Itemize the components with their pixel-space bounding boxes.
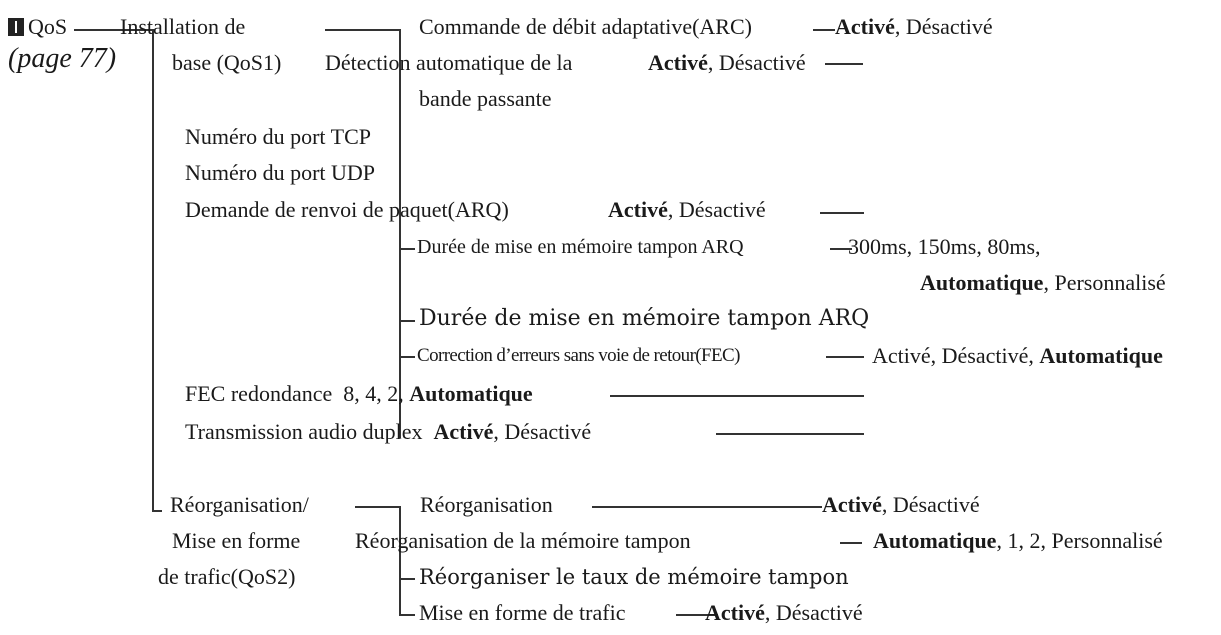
bandwidth-values <box>648 50 806 76</box>
reorg-label: Réorganisation <box>420 492 553 517</box>
arq-buffer-label: Durée de mise en mémoire tampon ARQ <box>417 236 744 258</box>
connector <box>399 356 415 358</box>
arc-label: Commande de débit adaptative(ARC) <box>419 14 752 39</box>
connector <box>592 506 822 508</box>
fec-auto: Automatique <box>1039 343 1163 368</box>
bandwidth-on: Activé <box>648 50 708 75</box>
fec-on: Activé <box>872 343 931 368</box>
connector <box>152 30 154 512</box>
connector <box>825 63 863 65</box>
connector <box>355 506 400 508</box>
qos2-label-line1: Réorganisation/ <box>170 492 309 517</box>
udp-port-label: Numéro du port UDP <box>185 160 376 185</box>
qos2-label-line3: de trafic(QoS2) <box>158 564 296 589</box>
connector <box>820 212 864 214</box>
connector <box>399 506 401 614</box>
arq-buffer-auto: Automatique <box>920 270 1044 295</box>
connector <box>399 578 415 580</box>
separator: , <box>493 419 505 444</box>
arq-buffer-label-2: Durée de mise en mémoire tampon ARQ <box>419 306 870 331</box>
arq-values <box>608 197 766 223</box>
shaping-on: Activé <box>705 600 765 625</box>
qos1-label-line2: base (QoS1) <box>172 50 282 75</box>
duplex-off: Désactivé <box>504 419 592 444</box>
reorg-buffer-label: Réorganisation de la mémoire tampon <box>355 528 691 553</box>
arq-buffer-custom: Personnalisé <box>1054 270 1166 295</box>
reorg-buffer-auto: Automatique <box>873 528 997 553</box>
separator: , <box>894 14 906 39</box>
separator: , <box>930 343 942 368</box>
reorg-rate-label: Réorganiser le taux de mémoire tampon <box>419 565 849 589</box>
arq-on: Activé <box>608 197 668 222</box>
fec-values <box>872 343 1163 369</box>
reorg-values <box>822 492 980 518</box>
fec-redundancy-auto: Automatique <box>409 381 533 406</box>
connector <box>399 29 401 438</box>
bandwidth-label-line2: bande passante <box>419 86 552 111</box>
separator: , <box>1028 343 1040 368</box>
connector <box>826 356 864 358</box>
connector <box>716 433 864 435</box>
separator: , <box>764 600 776 625</box>
connector <box>152 510 162 512</box>
connector <box>399 614 415 616</box>
fec-label: Correction d’erreurs sans voie de retour(FEC) <box>417 345 740 366</box>
separator: , <box>667 197 679 222</box>
tcp-port-label: Numéro du port TCP <box>185 124 371 149</box>
bandwidth-off: Désactivé <box>718 50 806 75</box>
duplex-setting <box>185 419 591 445</box>
separator: , <box>1043 270 1055 295</box>
fec-off: Désactivé <box>941 343 1029 368</box>
arc-off: Désactivé <box>905 14 993 39</box>
separator: , <box>881 492 893 517</box>
arq-label: Demande de renvoi de paquet(ARQ) <box>185 197 509 222</box>
duplex-label: Transmission audio duplex <box>185 419 423 444</box>
arc-setting <box>419 14 752 40</box>
connector <box>610 395 864 397</box>
connector <box>399 320 415 322</box>
reorg-buffer-options: , 1, 2, Personnalisé <box>996 528 1163 553</box>
bandwidth-label-line1: Détection automatique de la <box>325 50 573 75</box>
qos2-label-line2: Mise en forme <box>172 528 301 553</box>
fec-redundancy <box>185 381 533 407</box>
arq-off: Désactivé <box>678 197 766 222</box>
connector <box>813 29 835 31</box>
connector <box>325 29 400 31</box>
section-title: QoS <box>28 14 68 39</box>
reorg-buffer-values <box>873 528 1163 554</box>
page-reference: (page 77) <box>8 43 117 74</box>
section-header <box>8 14 67 40</box>
shaping-values <box>705 600 863 626</box>
duplex-on: Activé <box>433 419 494 444</box>
qos1-label-line1: Installation de <box>120 14 246 39</box>
arq-buffer-options-2 <box>920 270 1166 296</box>
reorg-off: Désactivé <box>892 492 980 517</box>
connector <box>399 248 415 250</box>
fec-redundancy-options: 8, 4, 2, <box>343 381 410 406</box>
arq-buffer-options: 300ms, 150ms, 80ms, <box>848 234 1041 259</box>
separator: , <box>707 50 719 75</box>
shaping-off: Désactivé <box>775 600 863 625</box>
arc-on: Activé <box>835 14 895 39</box>
section-marker-icon <box>8 18 24 36</box>
shaping-label: Mise en forme de trafic <box>419 600 626 625</box>
fec-redundancy-label: FEC redondance <box>185 381 333 406</box>
arc-values <box>835 14 993 40</box>
connector <box>840 542 862 544</box>
reorg-on: Activé <box>822 492 882 517</box>
